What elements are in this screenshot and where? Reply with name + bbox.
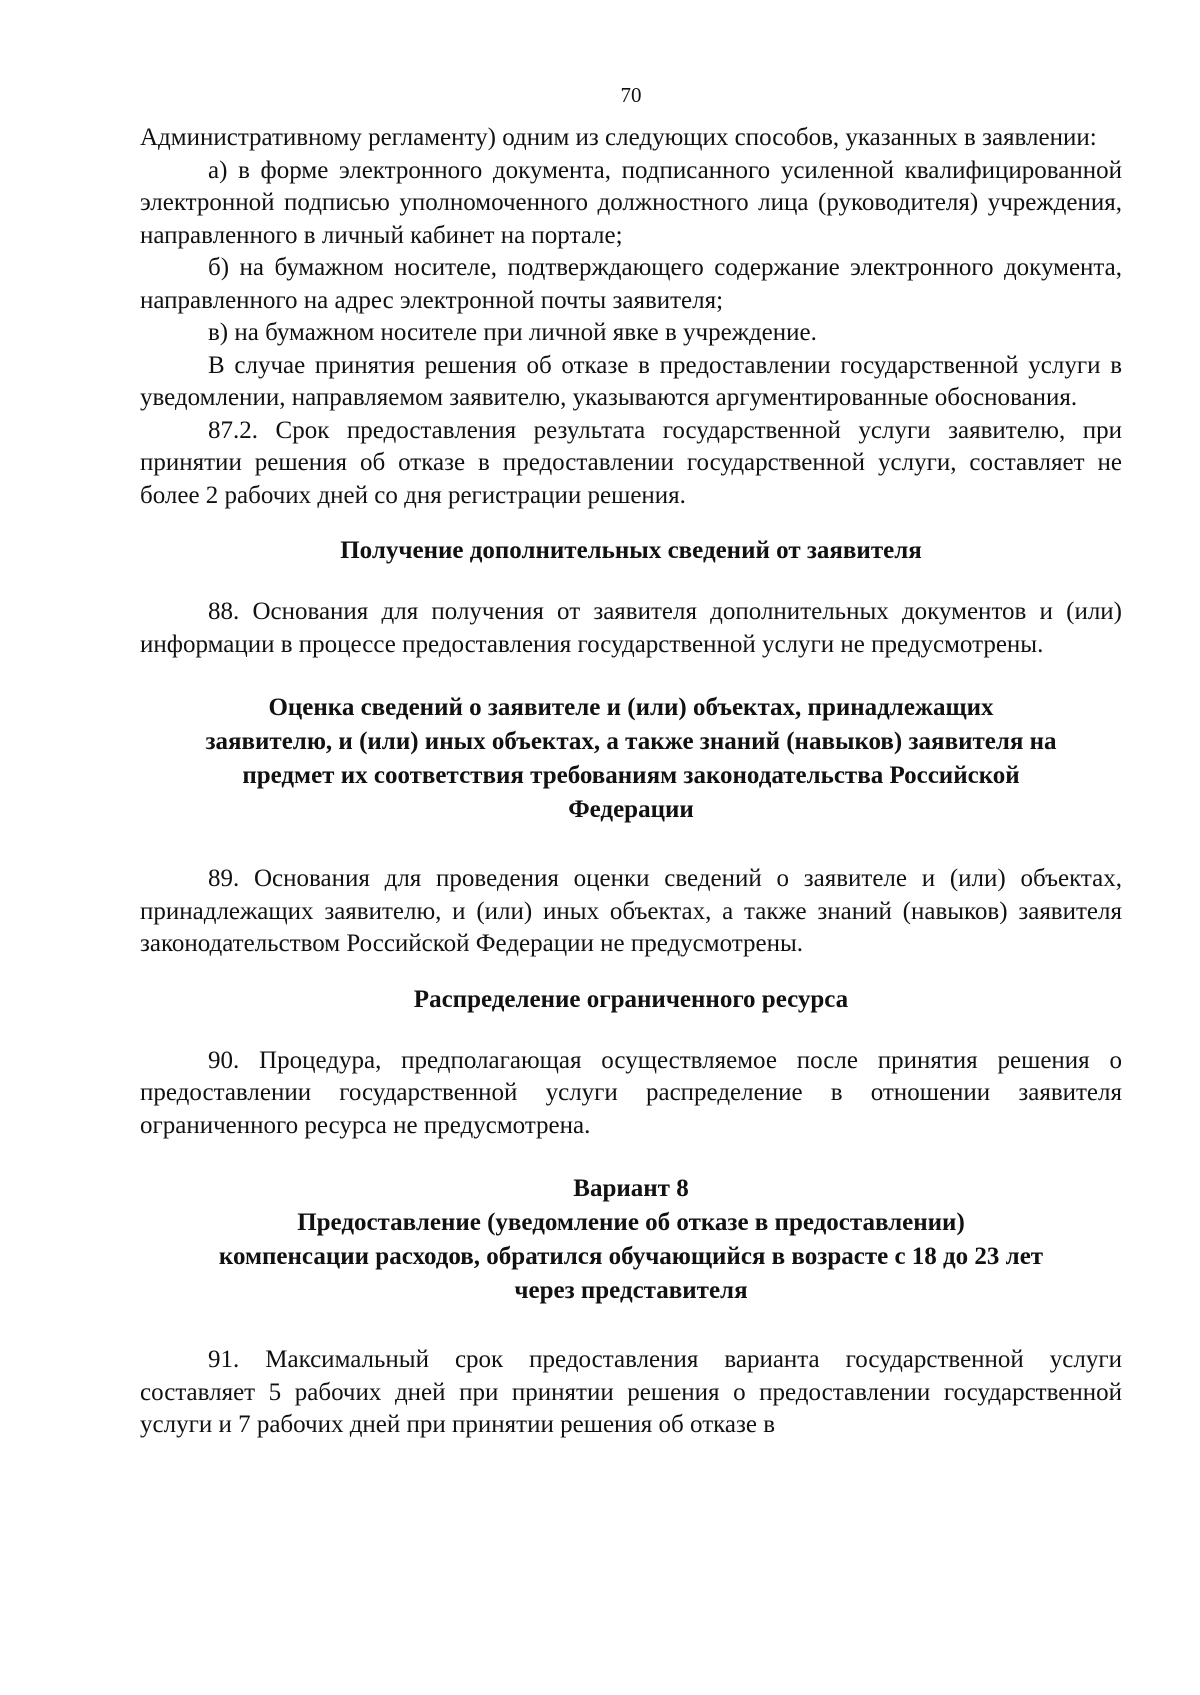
section-heading: Получение дополнительных сведений от заявителя	[340, 537, 922, 564]
paragraph: 90. Процедура, предполагающая осуществляемое после принятия решения о предоставлении государственной услуги распределение в отношении заявителя ограниченного ресурса не предусмотрена.	[140, 1046, 1122, 1139]
heading-line: через представителя	[514, 1277, 748, 1304]
paragraph: 91. Максимальный срок предоставления варианта государственной услуги составляет 5 рабочих дней при принятии решения о предоставлении государственной услуги и 7 рабочих дней при принятии решения об отказе в	[140, 1346, 1122, 1438]
heading-line: заявителю, и (или) иных объектах, а также знаний (навыков) заявителя на	[205, 728, 1057, 755]
heading-line: предмет их соответствия требованиям законодательства Российской	[242, 762, 1020, 789]
paragraph: 87.2. Срок предоставления результата государственной услуги заявителю, при принятии решения об отказе в предоставлении государственной услуги, составляет не более 2 рабочих дней со дня регистрации решения.	[140, 416, 1122, 509]
section-heading	[140, 691, 1122, 827]
paragraph: Административному регламенту) одним из следующих способов, указанных в заявлении:	[140, 124, 1097, 151]
paragraph: б) на бумажном носителе, подтверждающего содержание электронного документа, направленного на адрес электронной почты заявителя;	[140, 254, 1122, 314]
paragraph: 89. Основания для проведения оценки сведений о заявителе и (или) объектах, принадлежащих заявителю, и (или) иных объектах, а также знаний (навыков) заявителя законодательством Российской Федерации не предусмотрены.	[140, 865, 1122, 957]
paragraph: а) в форме электронного документа, подписанного усиленной квалифицированной электронной подписью уполномоченного должностного лица (руководителя) учреждения, направленного в личный кабинет на портале;	[140, 156, 1122, 249]
section-heading	[140, 1172, 1122, 1308]
heading-line: Предоставление (уведомление об отказе в предоставлении)	[297, 1209, 965, 1236]
heading-line: Оценка сведений о заявителе и (или) объектах, принадлежащих	[268, 694, 994, 721]
paragraph: В случае принятия решения об отказе в предоставлении государственной услуги в уведомлении, направляемом заявителю, указываются аргументированные обоснования.	[140, 351, 1122, 411]
heading-line: Федерации	[568, 796, 694, 823]
heading-line: Вариант 8	[573, 1175, 689, 1202]
paragraph: в) на бумажном носителе при личной явке в учреждение.	[208, 319, 817, 346]
page-number: 70	[620, 83, 642, 107]
paragraph: 88. Основания для получения от заявителя дополнительных документов и (или) информации в процессе предоставления государственной услуги не предусмотрены.	[140, 598, 1122, 658]
section-heading: Распределение ограниченного ресурса	[413, 985, 849, 1013]
document-body	[140, 122, 1122, 1442]
heading-line: компенсации расходов, обратился обучающийся в возрасте с 18 до 23 лет	[218, 1243, 1044, 1270]
